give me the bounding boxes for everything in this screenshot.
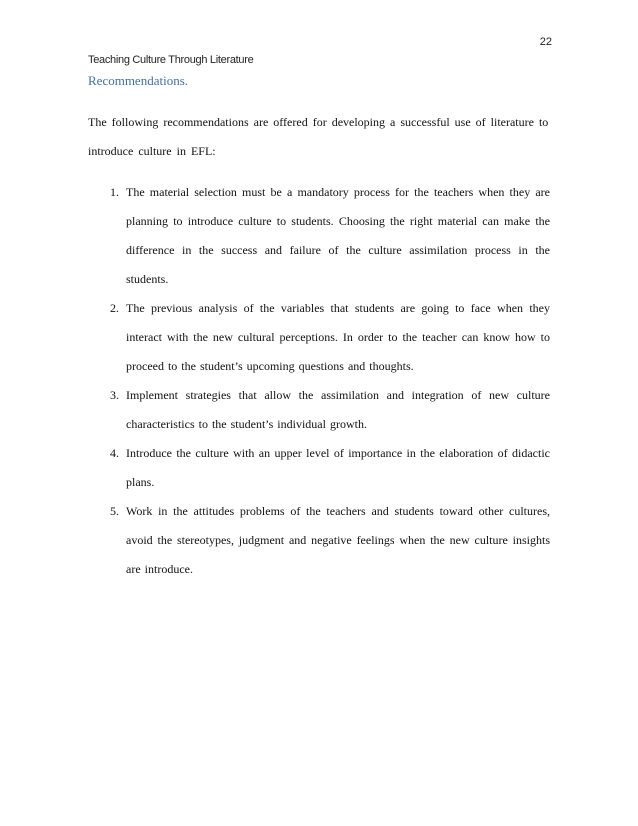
list-item-text: The previous analysis of the variables that students are going to face when they interact with the new cultural perceptions. In order to the teacher can know how to proceed to the student’s upcoming questions and thoughts. bbox=[126, 301, 550, 373]
list-item bbox=[88, 439, 550, 497]
intro-paragraph: The following recommendations are offered for developing a successful use of literature to introduce culture in EFL: bbox=[88, 115, 549, 158]
list-item-number: 5. bbox=[110, 504, 119, 518]
page-number: 22 bbox=[539, 36, 552, 48]
list-item-number: 3. bbox=[110, 388, 119, 402]
list-item bbox=[88, 497, 550, 584]
list-item bbox=[88, 178, 550, 294]
section-heading: Recommendations. bbox=[88, 73, 189, 88]
recommendations-list bbox=[88, 178, 550, 584]
running-head: Teaching Culture Through Literature bbox=[88, 54, 254, 66]
list-item-text: Implement strategies that allow the assimilation and integration of new culture characteristics to the student’s individual growth. bbox=[126, 388, 550, 431]
list-item-text: Work in the attitudes problems of the teachers and students toward other cultures, avoid the stereotypes, judgment and negative feelings when the new culture insights are introduce. bbox=[126, 504, 550, 576]
list-item-text: Introduce the culture with an upper level of importance in the elaboration of didactic plans. bbox=[126, 446, 550, 489]
list-item-text: The material selection must be a mandatory process for the teachers when they are planning to introduce culture to students. Choosing the right material can make the difference in the success and failure of the culture assimilation process in the students. bbox=[126, 185, 550, 286]
list-item-number: 1. bbox=[110, 185, 119, 199]
document-body bbox=[88, 108, 550, 584]
list-item bbox=[88, 381, 550, 439]
list-item bbox=[88, 294, 550, 381]
list-item-number: 2. bbox=[110, 301, 119, 315]
list-item-number: 4. bbox=[110, 446, 119, 460]
